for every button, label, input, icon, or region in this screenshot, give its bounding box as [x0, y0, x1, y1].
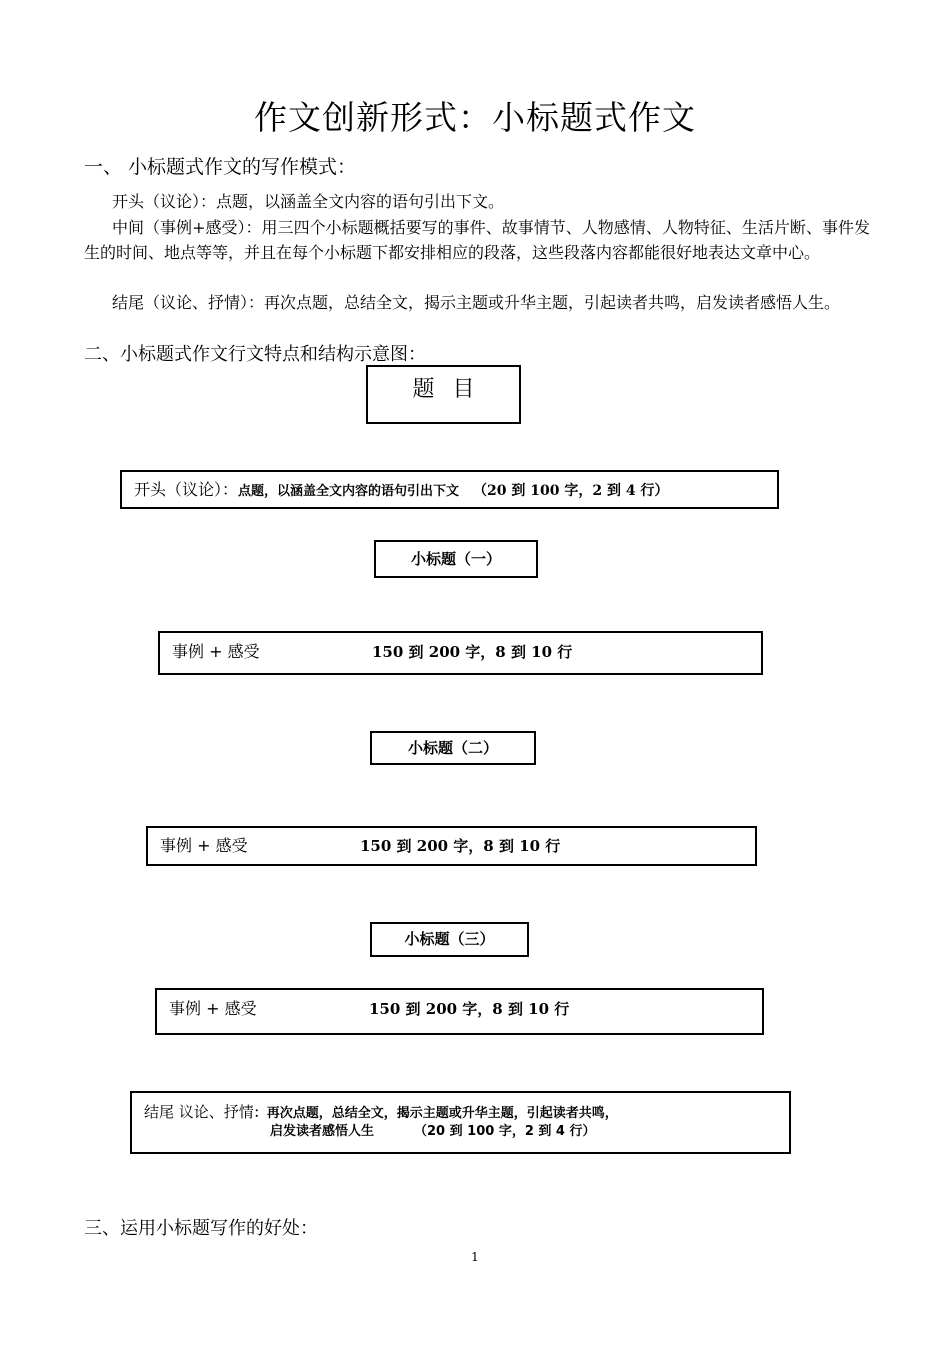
- example-label: 事例 + 感受: [172, 642, 260, 661]
- opening-count: （20 到 100 字，2 到 4 行）: [473, 483, 669, 499]
- closing-body: ：再次点题，总结全文，揭示主题或升华主题，引起读者共鸣，: [253, 1106, 618, 1121]
- closing-count: （20 到 100 字，2 到 4 行）: [414, 1124, 596, 1139]
- diagram-subtitle-3: 小标题（三）: [370, 922, 529, 957]
- diagram-example-box-2: [146, 826, 757, 866]
- closing-line-1: [144, 1101, 618, 1122]
- paragraph-opening-text: 开头（议论）：点题，以涵盖全文内容的语句引出下文。: [112, 192, 505, 211]
- paragraph-middle: [84, 215, 870, 265]
- example-count: 150 到 200 字，8 到 10 行: [360, 837, 561, 855]
- section1-heading: 一、 小标题式作文的写作模式：: [84, 156, 357, 178]
- example-count: 150 到 200 字，8 到 10 行: [372, 643, 573, 661]
- closing-body-2: 启发读者感悟人生: [270, 1124, 375, 1139]
- page-number: 1: [471, 1250, 479, 1264]
- page-title: 作文创新形式：小标题式作文: [254, 98, 696, 137]
- diagram-title-box: 题目: [366, 365, 521, 424]
- opening-body: 点题，以涵盖全文内容的语句引出下文: [238, 484, 460, 499]
- example-label: 事例 + 感受: [169, 999, 257, 1018]
- diagram-opening-box: [120, 470, 779, 509]
- section3-heading: 三、运用小标题写作的好处：: [84, 1218, 318, 1239]
- example-label: 事例 + 感受: [160, 836, 248, 855]
- paragraph-opening: [84, 189, 870, 214]
- closing-line-2: [270, 1120, 596, 1139]
- diagram-example-box-1: [158, 631, 763, 675]
- diagram-example-box-3: [155, 988, 764, 1035]
- section2-heading: 二、小标题式作文行文特点和结构示意图：: [84, 344, 426, 365]
- diagram-subtitle-2: 小标题（二）: [370, 731, 536, 765]
- diagram-closing-box: [130, 1091, 791, 1154]
- closing-label: 结尾 议论、抒情: [144, 1103, 254, 1121]
- example-count: 150 到 200 字，8 到 10 行: [369, 1000, 570, 1018]
- paragraph-closing: [84, 290, 870, 315]
- paragraph-middle-text: 中间（事例+感受）：用三四个小标题概括要写的事件、故事情节、人物感情、人物特征、生活片断、事件发生的时间、地点等等，并且在每个小标题下都安排相应的段落，这些段落内容都能很好地表达文章中心。: [84, 218, 870, 262]
- opening-label: 开头（议论）：: [134, 480, 239, 499]
- diagram-subtitle-1: 小标题（一）: [374, 540, 538, 578]
- paragraph-closing-text: 结尾（议论、抒情）：再次点题，总结全文，揭示主题或升华主题，引起读者共鸣，启发读者感悟人生。: [112, 293, 841, 312]
